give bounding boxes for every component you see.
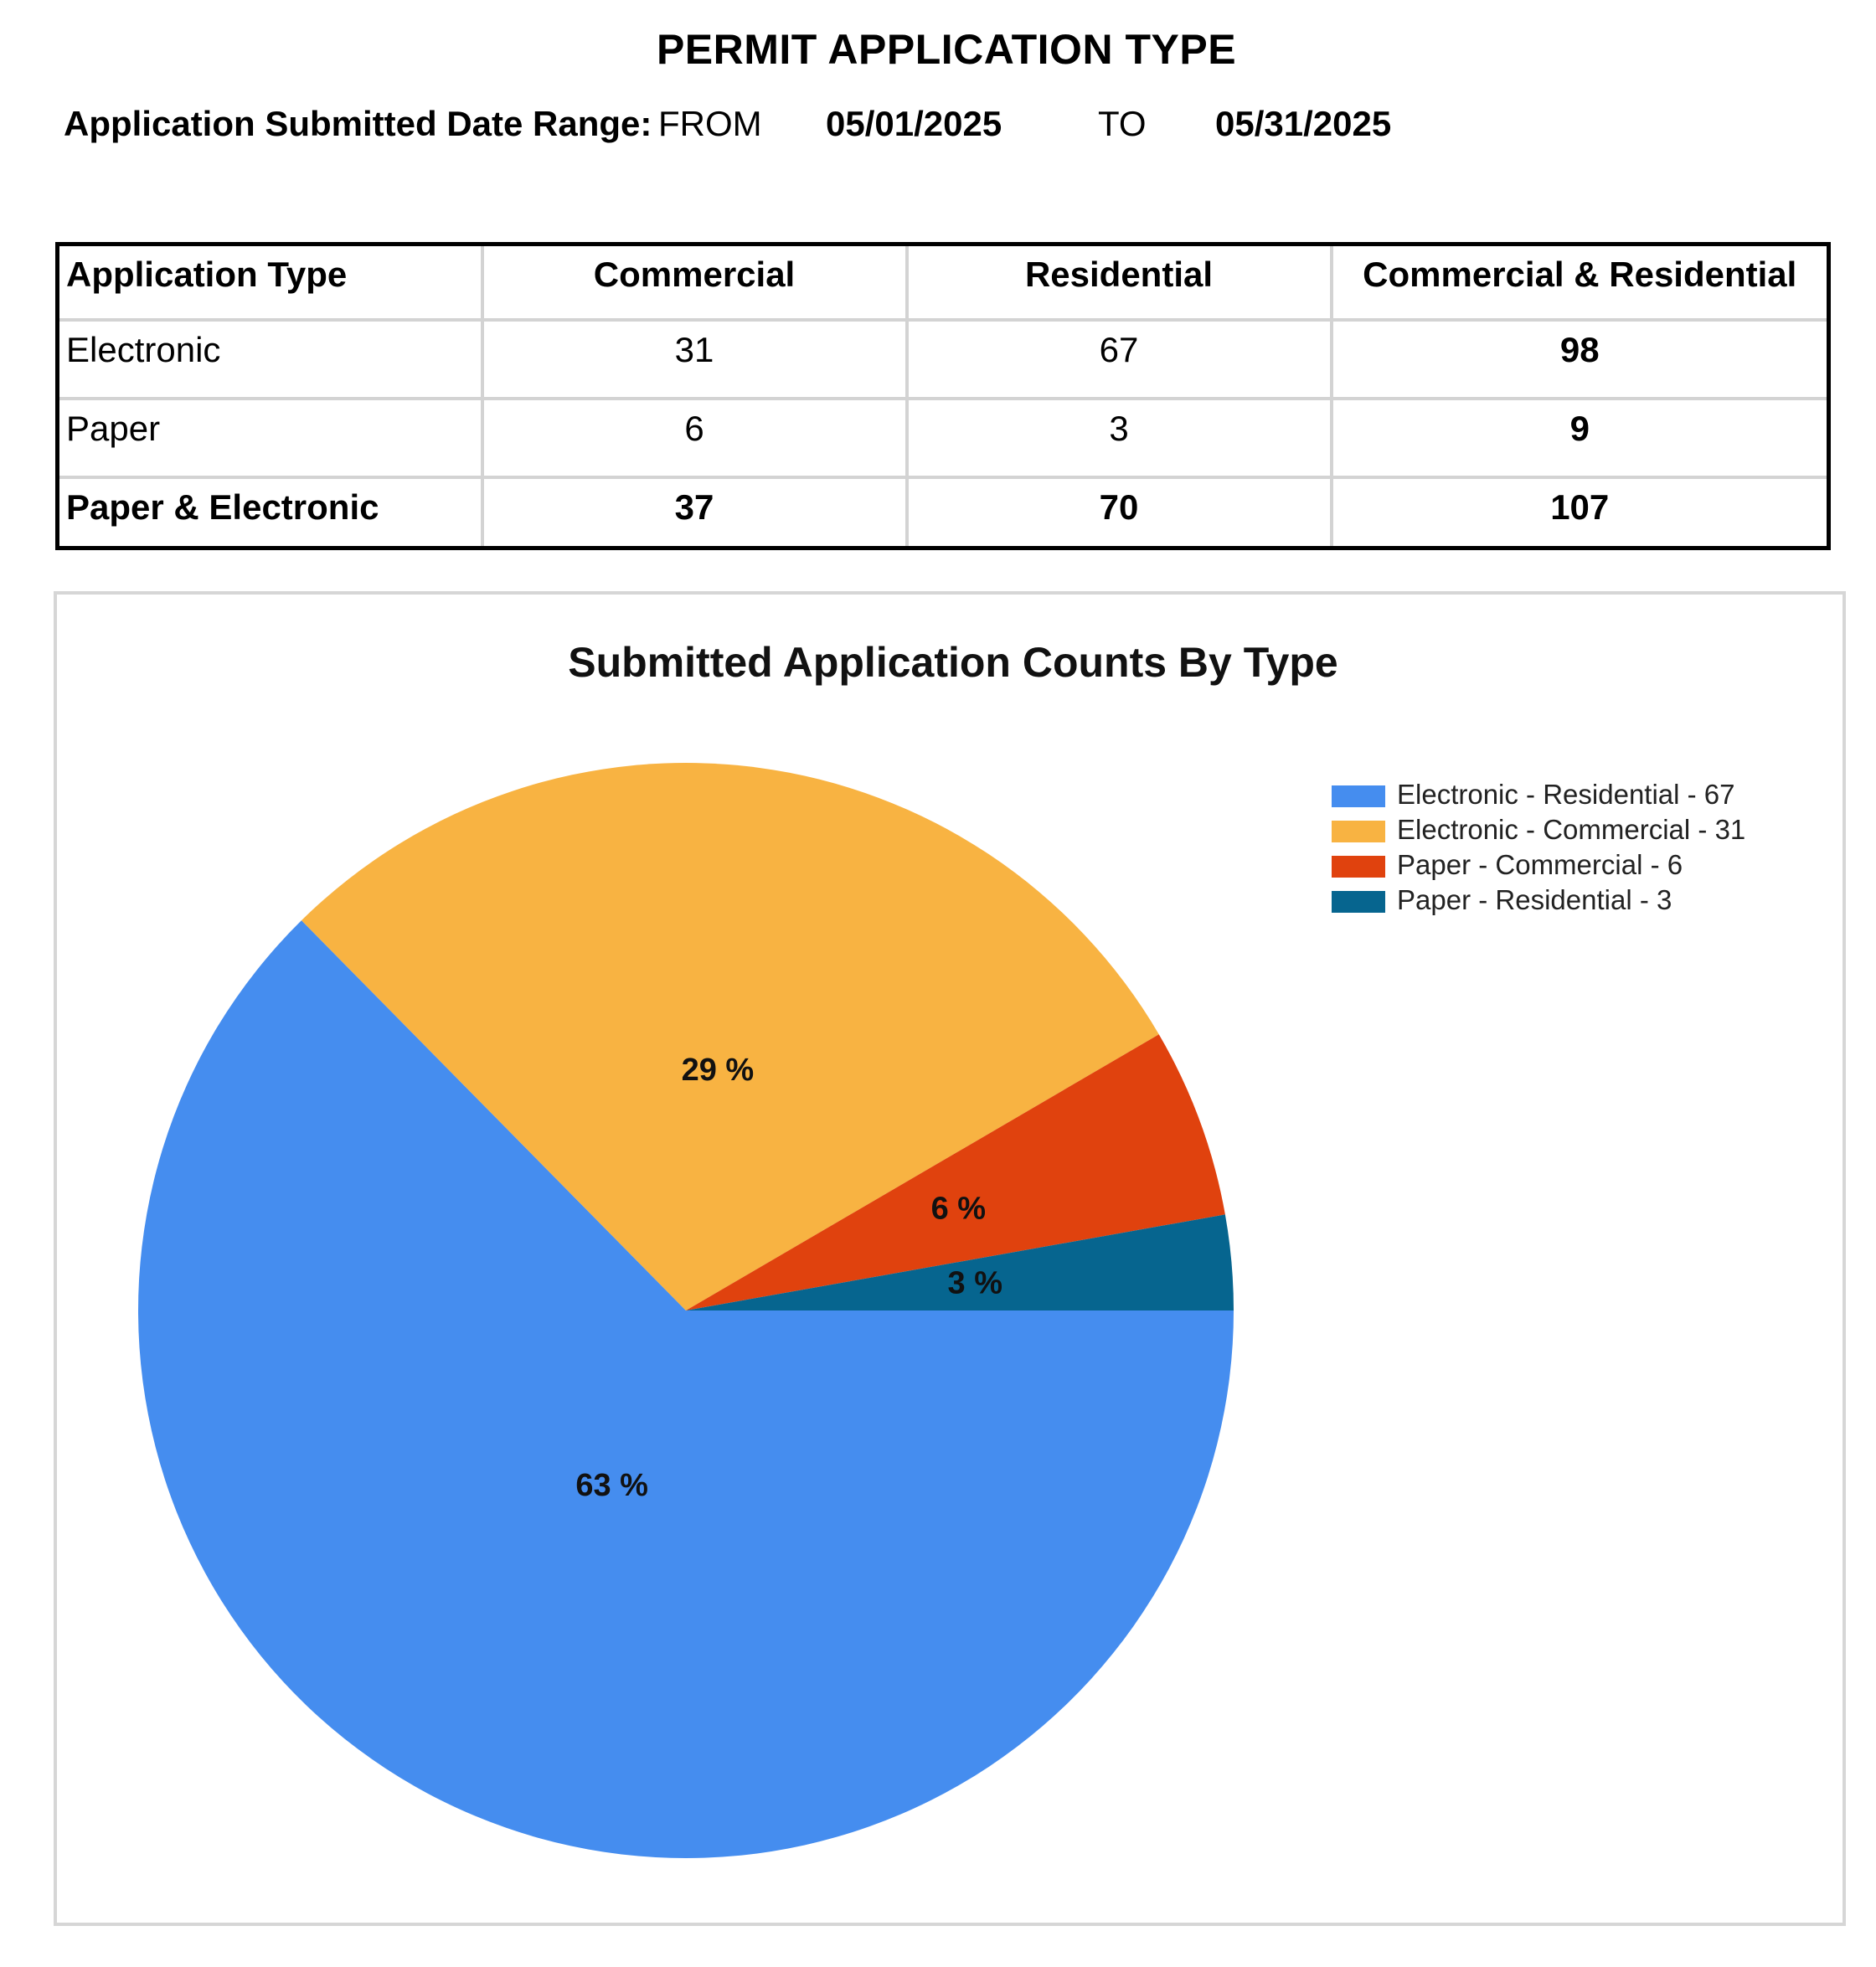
summary-table: [55, 242, 1831, 550]
legend-label: Electronic - Residential - 67: [1397, 779, 1735, 810]
header-commercial: Commercial: [482, 245, 907, 321]
table-row: [58, 320, 1829, 399]
pie-slice-label: 63 %: [575, 1468, 648, 1504]
table-cell-total: 70: [907, 477, 1332, 548]
legend-label: Paper - Commercial - 6: [1397, 849, 1683, 880]
legend-swatch: [1332, 856, 1385, 878]
header-residential: Residential: [907, 245, 1332, 321]
pie-slice-label: 6 %: [930, 1191, 987, 1227]
date-range-label: Application Submitted Date Range:: [64, 104, 652, 143]
table-header-row: [58, 245, 1829, 321]
chart-panel: [54, 591, 1846, 1926]
legend-swatch: [1332, 891, 1385, 913]
table-cell: 3: [907, 399, 1332, 477]
legend-swatch: [1332, 821, 1385, 842]
chart-title: Submitted Application Counts By Type: [568, 639, 1338, 686]
table-cell-total: 107: [1332, 477, 1829, 548]
header-commercial-residential: Commercial & Residential: [1332, 245, 1829, 321]
page-title: PERMIT APPLICATION TYPE: [656, 26, 1237, 73]
table-cell-total: 98: [1332, 320, 1829, 399]
to-date: 05/31/2025: [1215, 104, 1392, 143]
table-cell: 6: [482, 399, 907, 477]
legend-label: Electronic - Commercial - 31: [1397, 814, 1746, 845]
row-label-paper-electronic: Paper & Electronic: [58, 477, 482, 548]
pie-slice-label: 29 %: [681, 1052, 755, 1088]
table-cell-total: 9: [1332, 399, 1829, 477]
row-label-electronic: Electronic: [58, 320, 482, 399]
table-row-total: [58, 477, 1829, 548]
table-row: [58, 399, 1829, 477]
from-label: FROM: [658, 104, 762, 143]
legend-label: Paper - Residential - 3: [1397, 884, 1672, 915]
row-label-paper: Paper: [58, 399, 482, 477]
legend-swatch: [1332, 785, 1385, 807]
table-cell: 31: [482, 320, 907, 399]
to-label: TO: [1098, 104, 1147, 143]
pie-slice-label: 3 %: [947, 1265, 1003, 1301]
table-cell: 67: [907, 320, 1332, 399]
header-application-type: Application Type: [58, 245, 482, 321]
table-cell-total: 37: [482, 477, 907, 548]
from-date: 05/01/2025: [826, 104, 1002, 143]
